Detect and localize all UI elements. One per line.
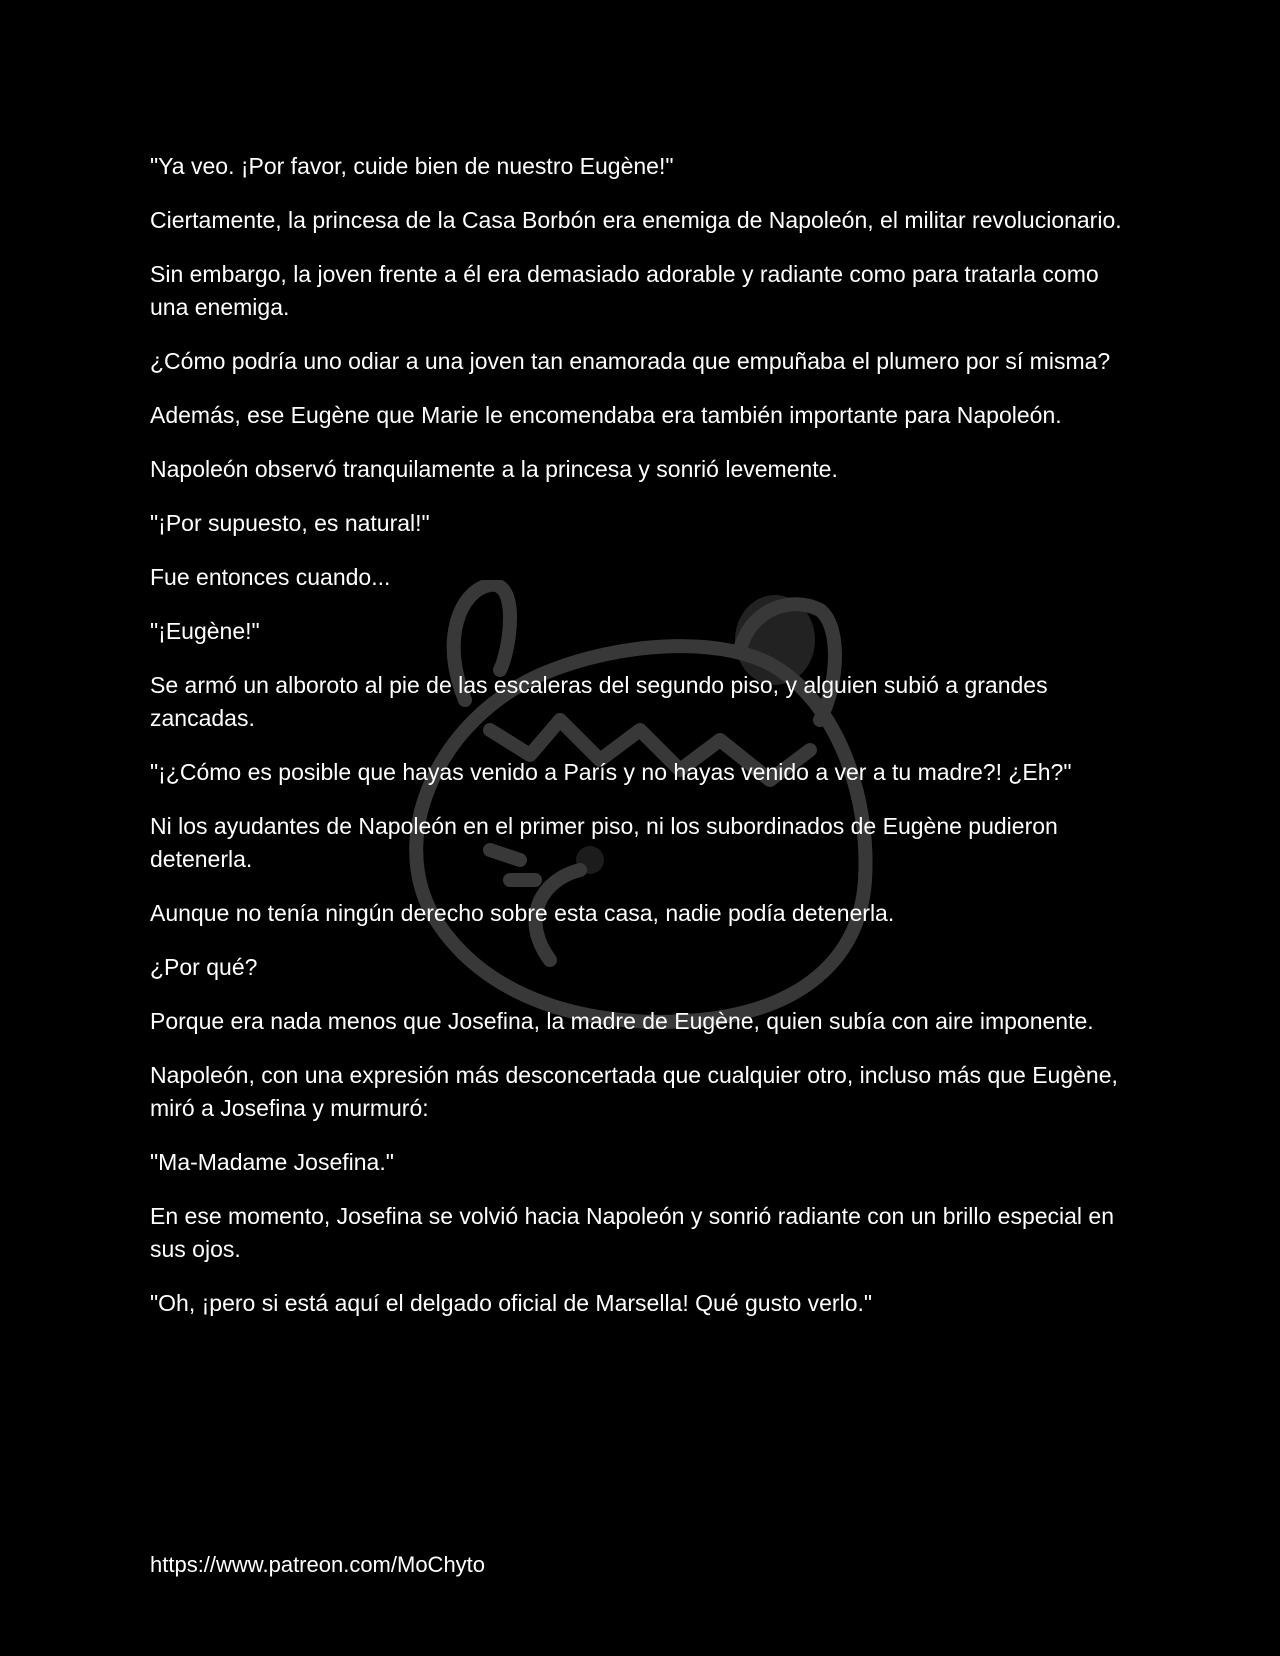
paragraph: ¿Por qué? bbox=[150, 954, 258, 980]
paragraph: "¡Por supuesto, es natural!" bbox=[150, 510, 430, 536]
paragraph: Aunque no tenía ningún derecho sobre esta casa, nadie podía detenerla. bbox=[150, 900, 895, 926]
paragraph: Napoleón observó tranquilamente a la princesa y sonrió levemente. bbox=[150, 456, 838, 482]
paragraph: "Ma-Madame Josefina." bbox=[150, 1149, 394, 1175]
paragraph: "¡Eugène!" bbox=[150, 618, 260, 644]
paragraph: Ni los ayudantes de Napoleón en el primer piso, ni los subordinados de Eugène pudieron detenerla. bbox=[150, 813, 1058, 872]
paragraph: Napoleón, con una expresión más desconcertada que cualquier otro, incluso más que Eugène, miró a Josefina y murmuró: bbox=[150, 1062, 1118, 1121]
paragraph: Sin embargo, la joven frente a él era demasiado adorable y radiante como para tratarla como una enemiga. bbox=[150, 261, 1099, 320]
paragraph: Fue entonces cuando... bbox=[150, 564, 391, 590]
paragraph: Ciertamente, la princesa de la Casa Borbón era enemiga de Napoleón, el militar revolucionario. bbox=[150, 207, 1122, 233]
paragraph: "¡¿Cómo es posible que hayas venido a París y no hayas venido a ver a tu madre?! ¿Eh?" bbox=[150, 759, 1072, 785]
story-text bbox=[150, 150, 1130, 1341]
patreon-link[interactable]: https://www.patreon.com/MoChyto bbox=[150, 1552, 486, 1577]
paragraph: ¿Cómo podría uno odiar a una joven tan enamorada que empuñaba el plumero por sí misma? bbox=[150, 348, 1111, 374]
paragraph: "Oh, ¡pero si está aquí el delgado oficial de Marsella! Qué gusto verlo." bbox=[150, 1290, 873, 1316]
paragraph: Se armó un alboroto al pie de las escaleras del segundo piso, y alguien subió a grandes zancadas. bbox=[150, 672, 1048, 731]
paragraph: Porque era nada menos que Josefina, la madre de Eugène, quien subía con aire imponente. bbox=[150, 1008, 1094, 1034]
paragraph: Además, ese Eugène que Marie le encomendaba era también importante para Napoleón. bbox=[150, 402, 1062, 428]
paragraph: En ese momento, Josefina se volvió hacia Napoleón y sonrió radiante con un brillo especial en sus ojos. bbox=[150, 1203, 1115, 1262]
paragraph: "Ya veo. ¡Por favor, cuide bien de nuestro Eugène!" bbox=[150, 153, 674, 179]
